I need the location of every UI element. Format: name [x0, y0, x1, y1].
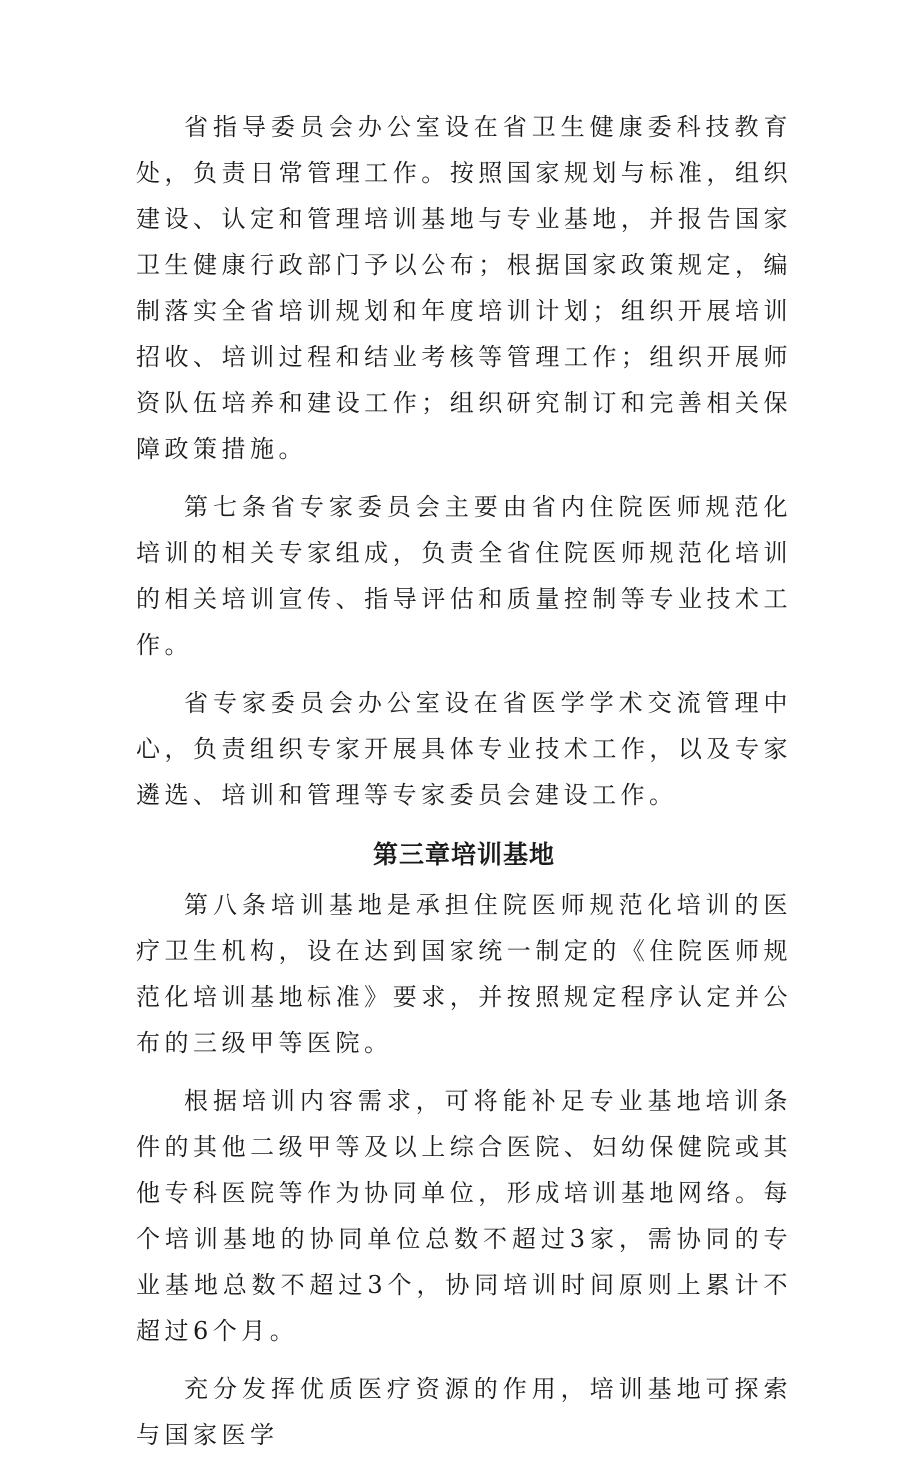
paragraph-quality-resources: 充分发挥优质医疗资源的作用，培训基地可探索与国家医学 — [136, 1375, 792, 1449]
paragraph-provincial-guidance-office: 省指导委员会办公室设在省卫生健康委科技教育处，负责日常管理工作。按照国家规划与标准，组织建设、认定和管理培训基地与专业基地，并报告国家卫生健康行政部门予以公布；根据国家政策规定，编制落实全省培训规划和年度培训计划；组织开展培训招收、培训过程和结业考核等管理工作；组织开展师资队伍培养和建设工作；组织研究制订和完善相关保障政策措施。 — [136, 113, 792, 463]
paragraph-article-8: 第八条培训基地是承担住院医师规范化培训的医疗卫生机构，设在达到国家统一制定的《住院医师规范化培训基地标准》要求，并按照规定程序认定并公布的三级甲等医院。 — [136, 891, 792, 1057]
paragraph-collaborating-units: 根据培训内容需求，可将能补足专业基地培训条件的其他二级甲等及以上综合医院、妇幼保健院或其他专科医院等作为协同单位，形成培训基地网络。每个培训基地的协同单位总数不超过3家，需协同的专业基地总数不超过3个，协同培训时间原则上累计不超过6个月。 — [136, 1087, 792, 1345]
paragraph-article-7: 第七条省专家委员会主要由省内住院医师规范化培训的相关专家组成，负责全省住院医师规范化培训的相关培训宣传、指导评估和质量控制等专业技术工作。 — [136, 493, 792, 659]
paragraph-expert-committee-office: 省专家委员会办公室设在省医学学术交流管理中心，负责组织专家开展具体专业技术工作，以及专家遴选、培训和管理等专家委员会建设工作。 — [136, 689, 792, 809]
chapter-title: 第三章培训基地 — [372, 840, 555, 869]
